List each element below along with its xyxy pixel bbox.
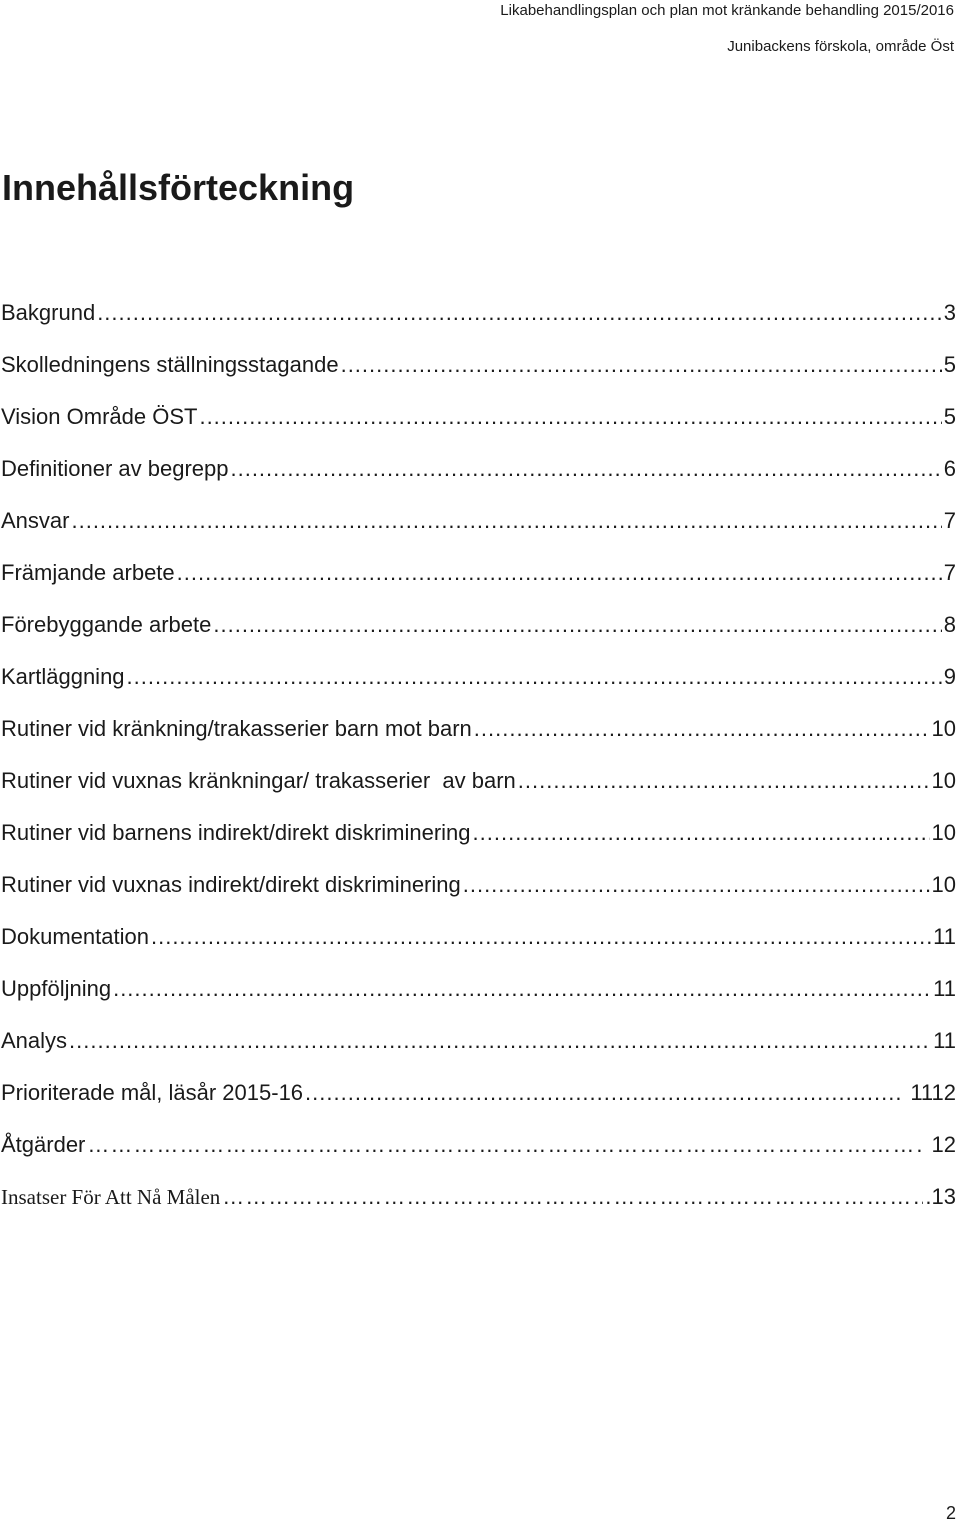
toc-entry-page: 3 [943,300,956,325]
toc-entry-prioriterade-mal[interactable] [1,1078,956,1108]
dot-leader [230,454,941,484]
dot-leader [474,714,930,744]
toc-entry-dokumentation[interactable] [1,922,956,952]
toc-entry-label: Prioriterade mål, läsår 2015-16 [1,1080,304,1105]
page-number: 2 [945,1503,956,1523]
toc-entry-analys[interactable] [1,1026,956,1056]
toc-entry-label: Rutiner vid kränkning/trakasserier barn mot barn [1,716,472,741]
dot-leader [213,610,941,640]
toc-entry-label: Insatser För Att Nå Målen [1,1185,221,1209]
toc-entry-page: 11 [933,924,956,949]
toc-entry-rutiner-vuxnas-diskriminering[interactable] [1,870,956,900]
dot-leader [113,974,931,1004]
toc-entry-uppfoljning[interactable] [1,974,956,1004]
toc-entry-label: Förebyggande arbete [1,612,212,637]
ellipsis-leader [87,1130,923,1160]
dot-leader [69,1026,931,1056]
dot-leader [199,402,941,432]
toc-entry-page: 10 [931,768,956,793]
toc-entry-label: Rutiner vid vuxnas kränkningar/ trakasserier av barn [1,768,516,793]
toc-entry-rutiner-barn-mot-barn[interactable] [1,714,956,744]
toc-entry-label: Analys [1,1028,68,1053]
dot-leader [127,662,942,692]
ellipsis-leader [222,1182,923,1212]
toc-entry-definitioner[interactable] [1,454,956,484]
toc-entry-label: Dokumentation [1,924,149,949]
toc-entry-label: Kartläggning [1,664,125,689]
toc-entry-label: Främjande arbete [1,560,175,585]
toc-entry-page: 5 [943,404,956,429]
dot-leader [473,818,930,848]
toc-entry-page: 10 [931,820,956,845]
toc-entry-label: Bakgrund [1,300,96,325]
dot-leader [341,350,942,380]
dot-leader [177,558,942,588]
toc-entry-bakgrund[interactable] [1,298,956,328]
toc-entry-label: Rutiner vid vuxnas indirekt/direkt diskriminering [1,872,461,897]
toc-entry-page: 7 [943,560,956,585]
document-title: Likabehandlingsplan och plan mot kränkande behandling 2015/2016 [500,2,954,19]
toc-entry-page: 5 [943,352,956,377]
toc-entry-ansvar[interactable] [1,506,956,536]
toc-entry-page: 8 [943,612,956,637]
dot-leader [71,506,941,536]
toc-entry-insatser[interactable] [1,1182,956,1212]
toc-entry-page: 11 [933,1028,956,1053]
toc-entry-page: 12 [925,1132,956,1157]
toc-entry-page: 11 [933,976,956,1001]
toc-entry-kartlaggning[interactable] [1,662,956,692]
toc-entry-vision[interactable] [1,402,956,432]
dot-leader [305,1078,902,1108]
organization-name: Junibackens förskola, område Öst [727,38,954,55]
toc-entry-forebyggande[interactable] [1,610,956,640]
toc-entry-label: Uppföljning [1,976,112,1001]
toc-entry-label: Skolledningens ställningsstagande [1,352,339,377]
toc-entry-rutiner-barnens-diskriminering[interactable] [1,818,956,848]
toc-entry-page: 10 [931,872,956,897]
toc-entry-label: Definitioner av begrepp [1,456,229,481]
dot-leader [151,922,931,952]
toc-entry-page: 1112 [904,1080,956,1105]
dot-leader [463,870,930,900]
dot-leader [97,298,942,328]
toc-entry-page: 10 [931,716,956,741]
page-title: Innehållsförteckning [2,167,355,208]
toc-entry-page: 7 [943,508,956,533]
toc-entry-atgarder[interactable] [1,1130,956,1160]
toc-entry-label: Vision Område ÖST [1,404,198,429]
toc-entry-label: Rutiner vid barnens indirekt/direkt diskriminering [1,820,471,845]
toc-entry-page: 6 [943,456,956,481]
toc-entry-label: Ansvar [1,508,70,533]
toc-entry-framjande[interactable] [1,558,956,588]
toc-entry-rutiner-vuxnas-krankningar[interactable] [1,766,956,796]
toc-entry-page: .13 [925,1184,956,1209]
toc-entry-label: Åtgärder [1,1132,86,1157]
dot-leader [518,766,930,796]
toc-entry-page: 9 [943,664,956,689]
toc-entry-skolledningens[interactable] [1,350,956,380]
